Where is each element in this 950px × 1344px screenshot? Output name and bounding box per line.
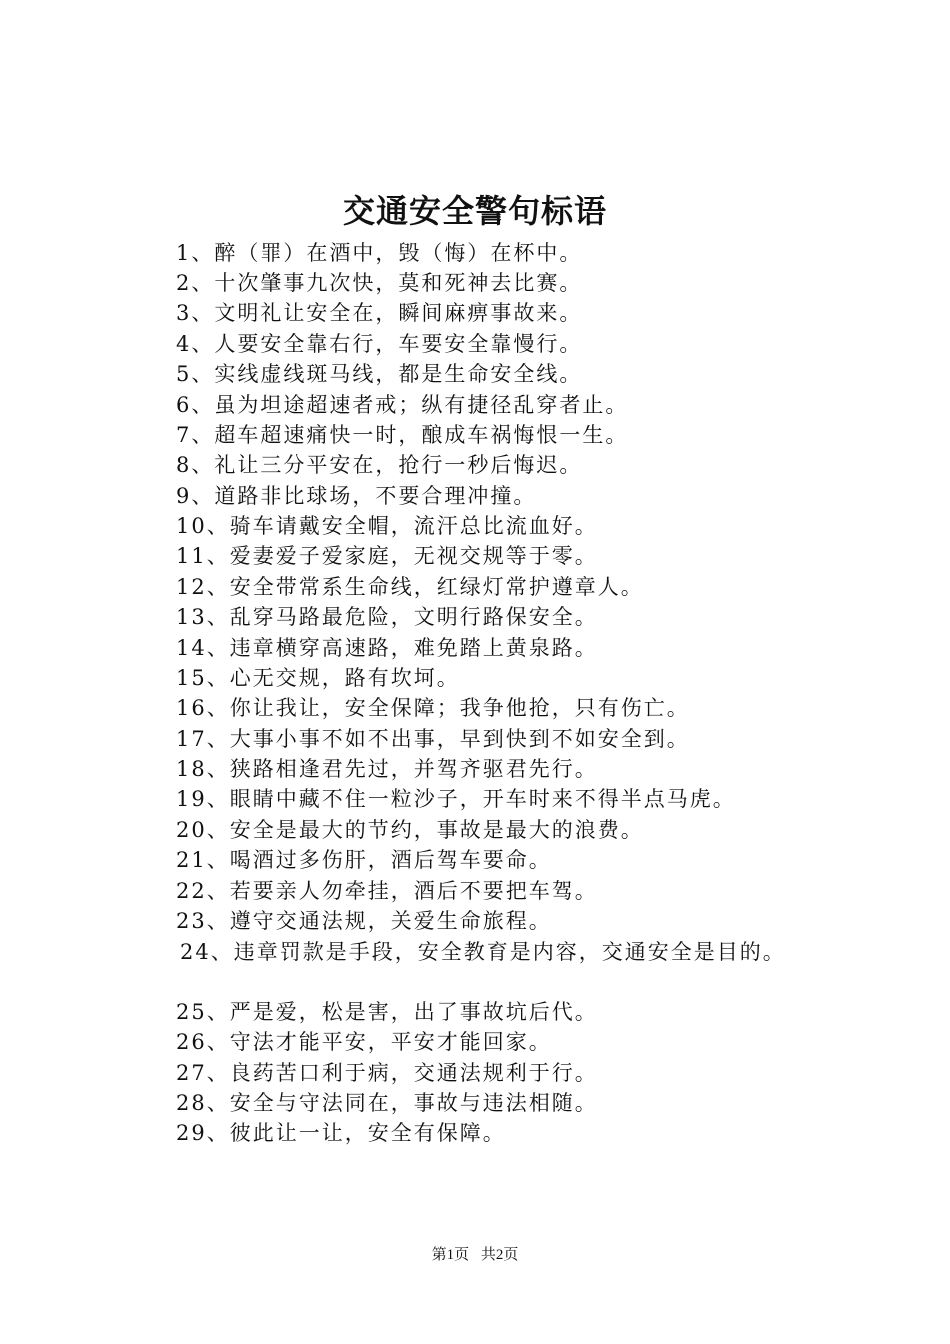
slogan-line-4: 4、人要安全靠右行，车要安全靠慢行。 xyxy=(176,332,583,356)
slogan-line-27: 27、良药苦口利于病，交通法规利于行。 xyxy=(176,1061,598,1085)
page-footer xyxy=(0,1243,950,1264)
slogan-line-8: 8、礼让三分平安在，抢行一秒后悔迟。 xyxy=(176,453,583,477)
slogan-line-20: 20、安全是最大的节约，事故是最大的浪费。 xyxy=(176,818,644,842)
slogan-line-14: 14、违章横穿高速路，难免踏上黄泉路。 xyxy=(176,636,598,660)
document-title: 交通安全警句标语 xyxy=(342,192,607,230)
slogan-line-12: 12、安全带常系生命线，红绿灯常护遵章人。 xyxy=(176,575,644,599)
slogan-line-2: 2、十次肇事九次快，莫和死神去比赛。 xyxy=(176,271,583,295)
slogan-line-13: 13、乱穿马路最危险，文明行路保安全。 xyxy=(176,605,598,629)
slogan-line-18: 18、狭路相逢君先过，并驾齐驱君先行。 xyxy=(176,757,598,781)
slogan-line-26: 26、守法才能平安，平安才能回家。 xyxy=(176,1030,552,1054)
slogan-line-29: 29、彼此让一让，安全有保障。 xyxy=(176,1121,506,1145)
slogan-line-24: 24、违章罚款是手段，安全教育是内容，交通安全是目的。 xyxy=(180,940,786,964)
slogan-line-5: 5、实线虚线斑马线，都是生命安全线。 xyxy=(176,362,583,386)
slogan-line-9: 9、道路非比球场，不要合理冲撞。 xyxy=(176,484,537,508)
slogan-line-10: 10、骑车请戴安全帽，流汗总比流血好。 xyxy=(176,514,598,538)
slogan-line-11: 11、爱妻爱子爱家庭，无视交规等于零。 xyxy=(176,544,598,568)
slogan-line-15: 15、心无交规，路有坎坷。 xyxy=(176,666,460,690)
slogan-line-22: 22、若要亲人勿牵挂，酒后不要把车驾。 xyxy=(176,879,598,903)
slogan-line-23: 23、遵守交通法规，关爱生命旅程。 xyxy=(176,909,552,933)
slogan-line-7: 7、超车超速痛快一时，酿成车祸悔恨一生。 xyxy=(176,423,629,447)
slogan-line-17: 17、大事小事不如不出事，早到快到不如安全到。 xyxy=(176,727,690,751)
page-number: 第1页 xyxy=(431,1247,470,1263)
slogan-line-25: 25、严是爱，松是害，出了事故坑后代。 xyxy=(176,1000,598,1024)
slogan-line-28: 28、安全与守法同在，事故与违法相随。 xyxy=(176,1091,598,1115)
slogan-line-3: 3、文明礼让安全在，瞬间麻痹事故来。 xyxy=(176,301,583,325)
slogan-line-16: 16、你让我让，安全保障；我争他抢，只有伤亡。 xyxy=(176,696,690,720)
slogan-line-21: 21、喝酒过多伤肝，酒后驾车要命。 xyxy=(176,848,552,872)
slogan-line-19: 19、眼睛中藏不住一粒沙子，开车时来不得半点马虎。 xyxy=(176,787,736,811)
slogan-line-6: 6、虽为坦途超速者戒；纵有捷径乱穿者止。 xyxy=(176,393,629,417)
page-total: 共2页 xyxy=(480,1247,519,1263)
slogan-line-1: 1、醉（罪）在酒中，毁（悔）在杯中。 xyxy=(176,241,583,265)
